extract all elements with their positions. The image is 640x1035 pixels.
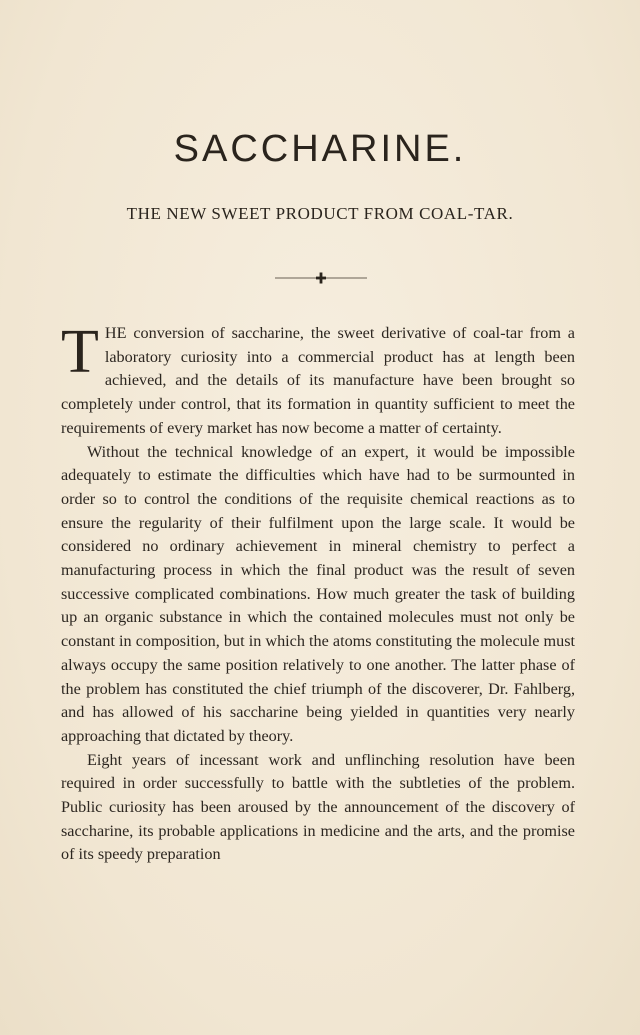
paragraph-1-text: HE conversion of saccharine, the sweet derivative of coal-tar from a laboratory curiosity into a commercial product has at length been achieved, and the details of its manufacture have been brought so completely under control, that its formation in quantity sufficient to meet the requirements of every market has now become a matter of certainty. (61, 324, 575, 437)
body-text (61, 318, 575, 867)
page-subtitle: THE NEW SWEET PRODUCT FROM COAL-TAR. (126, 204, 514, 223)
paragraph-2: Without the technical knowledge of an expert, it would be impossible adequately to estimate the difficulties which have had to be surmounted in order so to control the conditions of the requisite chemical reactions as to ensure the regularity of their fulfilment upon the large scale. It would be considered no ordinary achievement in mineral chemistry to perfect a manufacturing process in which the final product was the result of seven successive complicated combinations. How much greater the task of building up an organic substance in which the contained molecules must not only be constant in composition, but in which the atoms constituting the molecule must always occupy the same position relatively to one another. The latter phase of the problem has constituted the chief triumph of the discoverer, Dr. Fahlberg, and has allowed of his saccharine being yielded in quantities very nearly approaching that dictated by theory. (61, 442, 575, 745)
paragraph-3: Eight years of incessant work and unflinching resolution have been required in order successfully to battle with the subtleties of the problem. Public curiosity has been aroused by the announcement of the discovery of saccharine, its probable applications in medicine and the arts, and the promise of its speedy preparation (61, 750, 575, 864)
drop-cap: T (61, 318, 99, 386)
page-title: SACCHARINE. (173, 128, 467, 170)
cross-rule-ornament-icon (275, 271, 367, 285)
paragraph-1 (61, 318, 575, 441)
